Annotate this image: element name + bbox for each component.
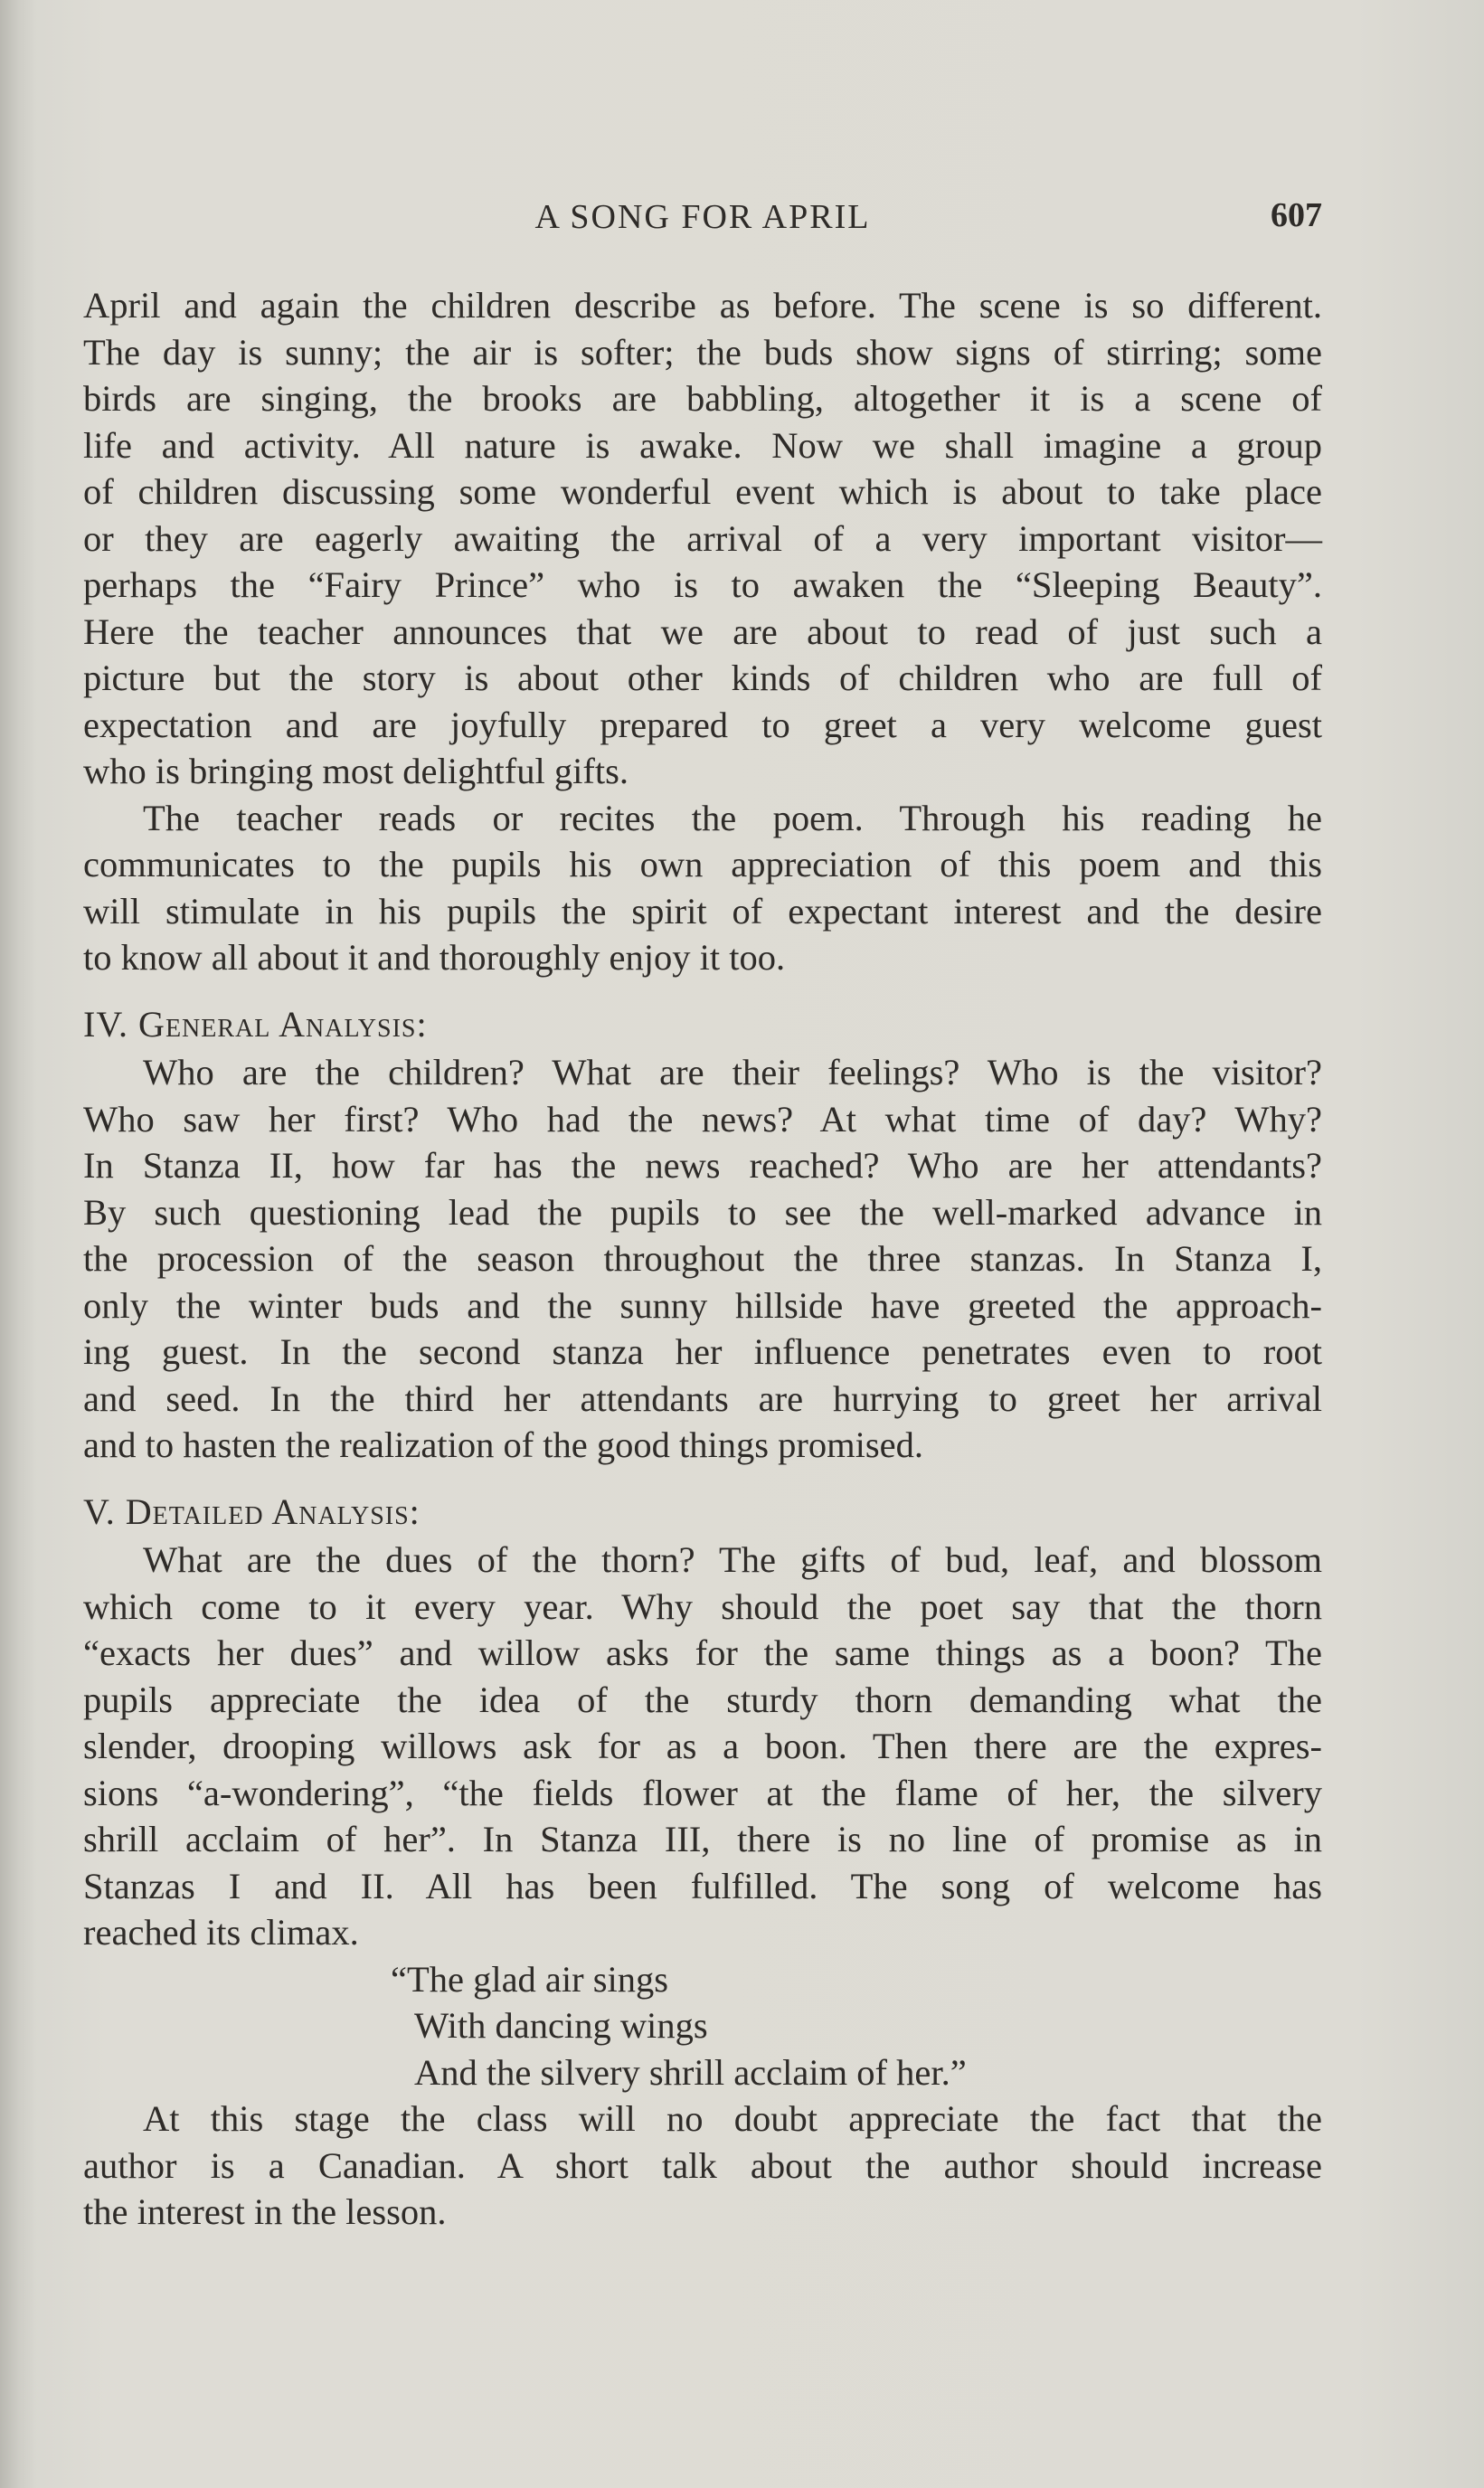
paragraph-general-analysis — [83, 1049, 1322, 1469]
paragraph-april-scene — [83, 282, 1322, 795]
text-line: What are the dues of the thorn? The gifts of bud, leaf, and blossom — [143, 1539, 1322, 1580]
body-text — [83, 282, 1322, 2236]
text-line: The teacher reads or recites the poem. Through his reading he — [143, 797, 1322, 838]
text-line: By such questioning lead the pupils to see the well-marked advance in — [83, 1191, 1322, 1233]
text-line: reached its climax. — [83, 1912, 359, 1953]
text-line: expectation and are joyfully prepared to greet a very welcome guest — [83, 704, 1322, 745]
verse-quotation — [391, 1956, 1322, 2096]
text-line: author is a Canadian. A short talk about the author should increase — [83, 2144, 1322, 2186]
page-number: 607 — [1271, 196, 1322, 234]
text-line: life and activity. All nature is awake. Now we shall imagine a group — [83, 424, 1322, 466]
text-line: and seed. In the third her attendants are hurrying to greet her arrival — [83, 1377, 1322, 1419]
paragraph-author-note — [83, 2095, 1322, 2236]
text-line: shrill acclaim of her”. In Stanza III, there is no line of promise as in — [83, 1819, 1322, 1859]
paragraph-teacher-reads — [83, 795, 1322, 981]
text-line: will stimulate in his pupils the spirit of expectant interest and the desire — [83, 890, 1322, 932]
text-line: perhaps the “Fairy Prince” who is to awaken the “Sleeping Beauty”. — [83, 564, 1322, 605]
text-line: The day is sunny; the air is softer; the buds show signs of stirring; some — [83, 331, 1322, 373]
text-line: the procession of the season throughout the three stanzas. In Stanza I, — [83, 1238, 1322, 1279]
text-line: sions “a-wondering”, “the fields flower at the flame of her, the silvery — [83, 1772, 1322, 1813]
text-line: communicates to the pupils his own appreciation of this poem and this — [83, 844, 1322, 885]
verse-line: “The glad air sings — [391, 1958, 669, 2000]
text-line: Who saw her first? Who had the news? At what time of day? Why? — [83, 1098, 1322, 1140]
verse-line: With dancing wings — [414, 2005, 708, 2046]
text-line: In Stanza II, how far has the news reached? Who are her attendants? — [83, 1145, 1322, 1186]
text-line: which come to it every year. Why should the poet say that the thorn — [83, 1585, 1322, 1627]
text-line: picture but the story is about other kinds of children who are full of — [83, 657, 1322, 698]
text-line: slender, drooping willows ask for as a boon. Then there are the expres- — [83, 1726, 1322, 1766]
text-line: who is bringing most delightful gifts. — [83, 751, 629, 791]
text-line: Stanzas I and II. All has been fulfilled. The song of welcome has — [83, 1865, 1322, 1906]
text-line: and to hasten the realization of the good things promised. — [83, 1424, 924, 1465]
running-head — [83, 197, 1322, 242]
text-line: Who are the children? What are their feelings? Who is the visitor? — [143, 1052, 1322, 1093]
text-line: to know all about it and thoroughly enjoy it too. — [83, 937, 786, 978]
paragraph-detailed-analysis — [83, 1537, 1322, 1956]
verse-line: And the silvery shrill acclaim of her.” — [414, 2051, 967, 2093]
text-line: “exacts her dues” and willow asks for the same things as a boon? The — [83, 1632, 1322, 1673]
text-line: only the winter buds and the sunny hillside have greeted the approach- — [83, 1284, 1322, 1326]
text-line: the interest in the lesson. — [83, 2191, 447, 2232]
section-heading-general-analysis: IV. General Analysis: — [83, 1003, 428, 1045]
running-title: A SONG FOR APRIL — [534, 198, 871, 236]
text-line: birds are singing, the brooks are babbling, altogether it is a scene of — [83, 378, 1322, 419]
text-line: ing guest. In the second stanza her influence penetrates even to root — [83, 1331, 1322, 1372]
text-line: pupils appreciate the idea of the sturdy thorn demanding what the — [83, 1679, 1322, 1720]
text-line: At this stage the class will no doubt appreciate the fact that the — [143, 2098, 1322, 2139]
text-line: or they are eagerly awaiting the arrival of a very important visitor— — [83, 517, 1322, 559]
text-line: Here the teacher announces that we are about to read of just such a — [83, 610, 1322, 652]
page-gutter — [0, 0, 36, 2488]
section-heading-detailed-analysis: V. Detailed Analysis: — [83, 1490, 421, 1532]
text-line: of children discussing some wonderful event which is about to take place — [83, 471, 1322, 512]
text-line: April and again the children describe as before. The scene is so different. — [83, 285, 1322, 326]
